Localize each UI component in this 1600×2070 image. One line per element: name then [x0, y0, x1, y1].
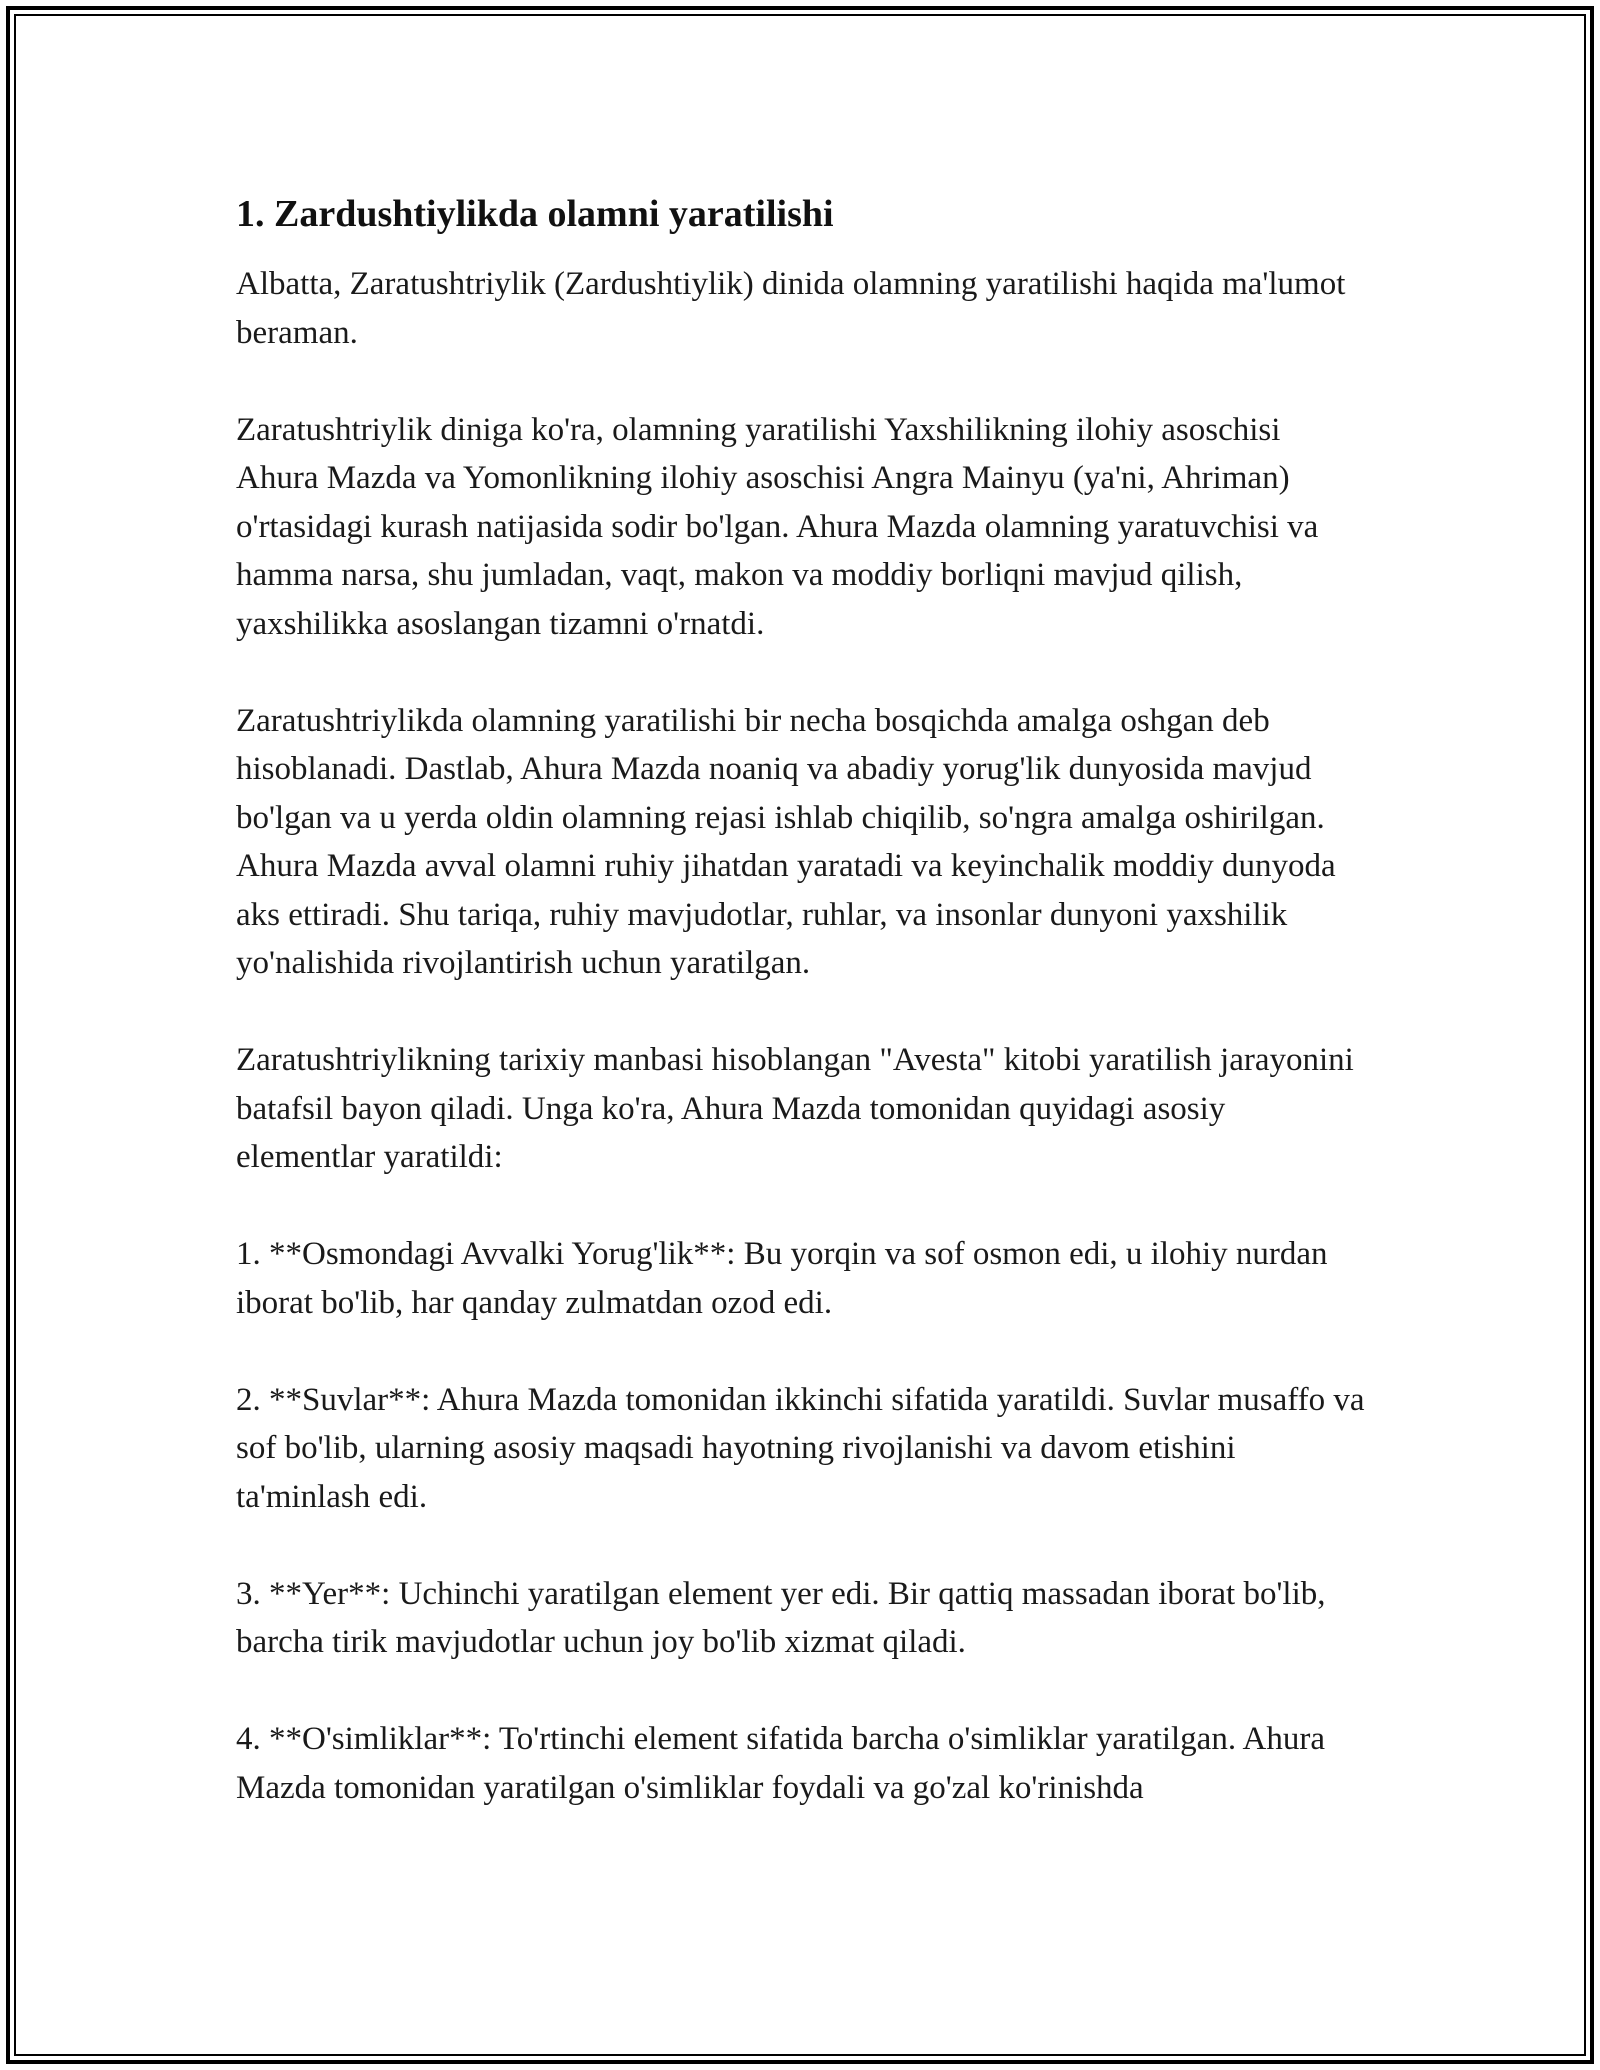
- paragraph-dualism: Zaratushtriylik diniga ko'ra, olamning yaratilishi Yaxshilikning ilohiy asoschisi Ahura Mazda va Yomonlikning ilohiy asoschisi Angra Mainyu (ya'ni, Ahriman) o'rtasidagi kurash natijasida sodir bo'lgan. Ahura Mazda olamning yaratuvchisi va hamma narsa, shu jumladan, vaqt, makon va moddiy borliqni mavjud qilish, yaxshilikka asoslangan tizamni o'rnatdi.: [236, 411, 1319, 642]
- paragraph-intro: Albatta, Zaratushtriylik (Zardushtiylik) dinida olamning yaratilishi haqida ma'lumot beraman.: [236, 266, 1346, 351]
- list-item-earth: 3. **Yer**: Uchinchi yaratilgan element yer edi. Bir qattiq massadan iborat bo'lib, barcha tirik mavjudotlar uchun joy bo'lib xizmat qiladi.: [236, 1575, 1326, 1660]
- paragraph-avesta: Zaratushtriylikning tarixiy manbasi hisoblangan "Avesta" kitobi yaratilish jarayonini batafsil bayon qiladi. Unga ko'ra, Ahura Mazda tomonidan quyidagi asosiy elementlar yaratildi:: [236, 1042, 1354, 1175]
- document-body: [236, 190, 1366, 1861]
- list-item-waters: 2. **Suvlar**: Ahura Mazda tomonidan ikkinchi sifatida yaratildi. Suvlar musaffo va sof bo'lib, ularning asosiy maqsadi hayotning rivojlanishi va davom etishini ta'minlash edi.: [236, 1381, 1365, 1515]
- list-item-light: 1. **Osmondagi Avvalki Yorug'lik**: Bu yorqin va sof osmon edi, u ilohiy nurdan iborat bo'lib, har qanday zulmatdan ozod edi.: [236, 1236, 1328, 1321]
- paragraph-stages: Zaratushtriylikda olamning yaratilishi bir necha bosqichda amalga oshgan deb hisoblanadi. Dastlab, Ahura Mazda noaniq va abadiy yorug'lik dunyosida mavjud bo'lgan va u yerda oldin olamning rejasi ishlab chiqilib, so'ngra amalga oshirilgan. Ahura Mazda avval olamni ruhiy jihatdan yaratadi va keyinchalik moddiy dunyoda aks ettiradi. Shu tariqa, ruhiy mavjudotlar, ruhlar, va insonlar dunyoni yaxshilik yo'nalishida rivojlantirish uchun yaratilgan.: [236, 702, 1336, 981]
- list-item-plants: 4. **O'simliklar**: To'rtinchi element sifatida barcha o'simliklar yaratilgan. Ahura Mazda tomonidan yaratilgan o'simliklar foydali va go'zal ko'rinishda: [236, 1721, 1325, 1806]
- section-heading: 1. Zardushtiylikda olamni yaratilishi: [236, 193, 834, 235]
